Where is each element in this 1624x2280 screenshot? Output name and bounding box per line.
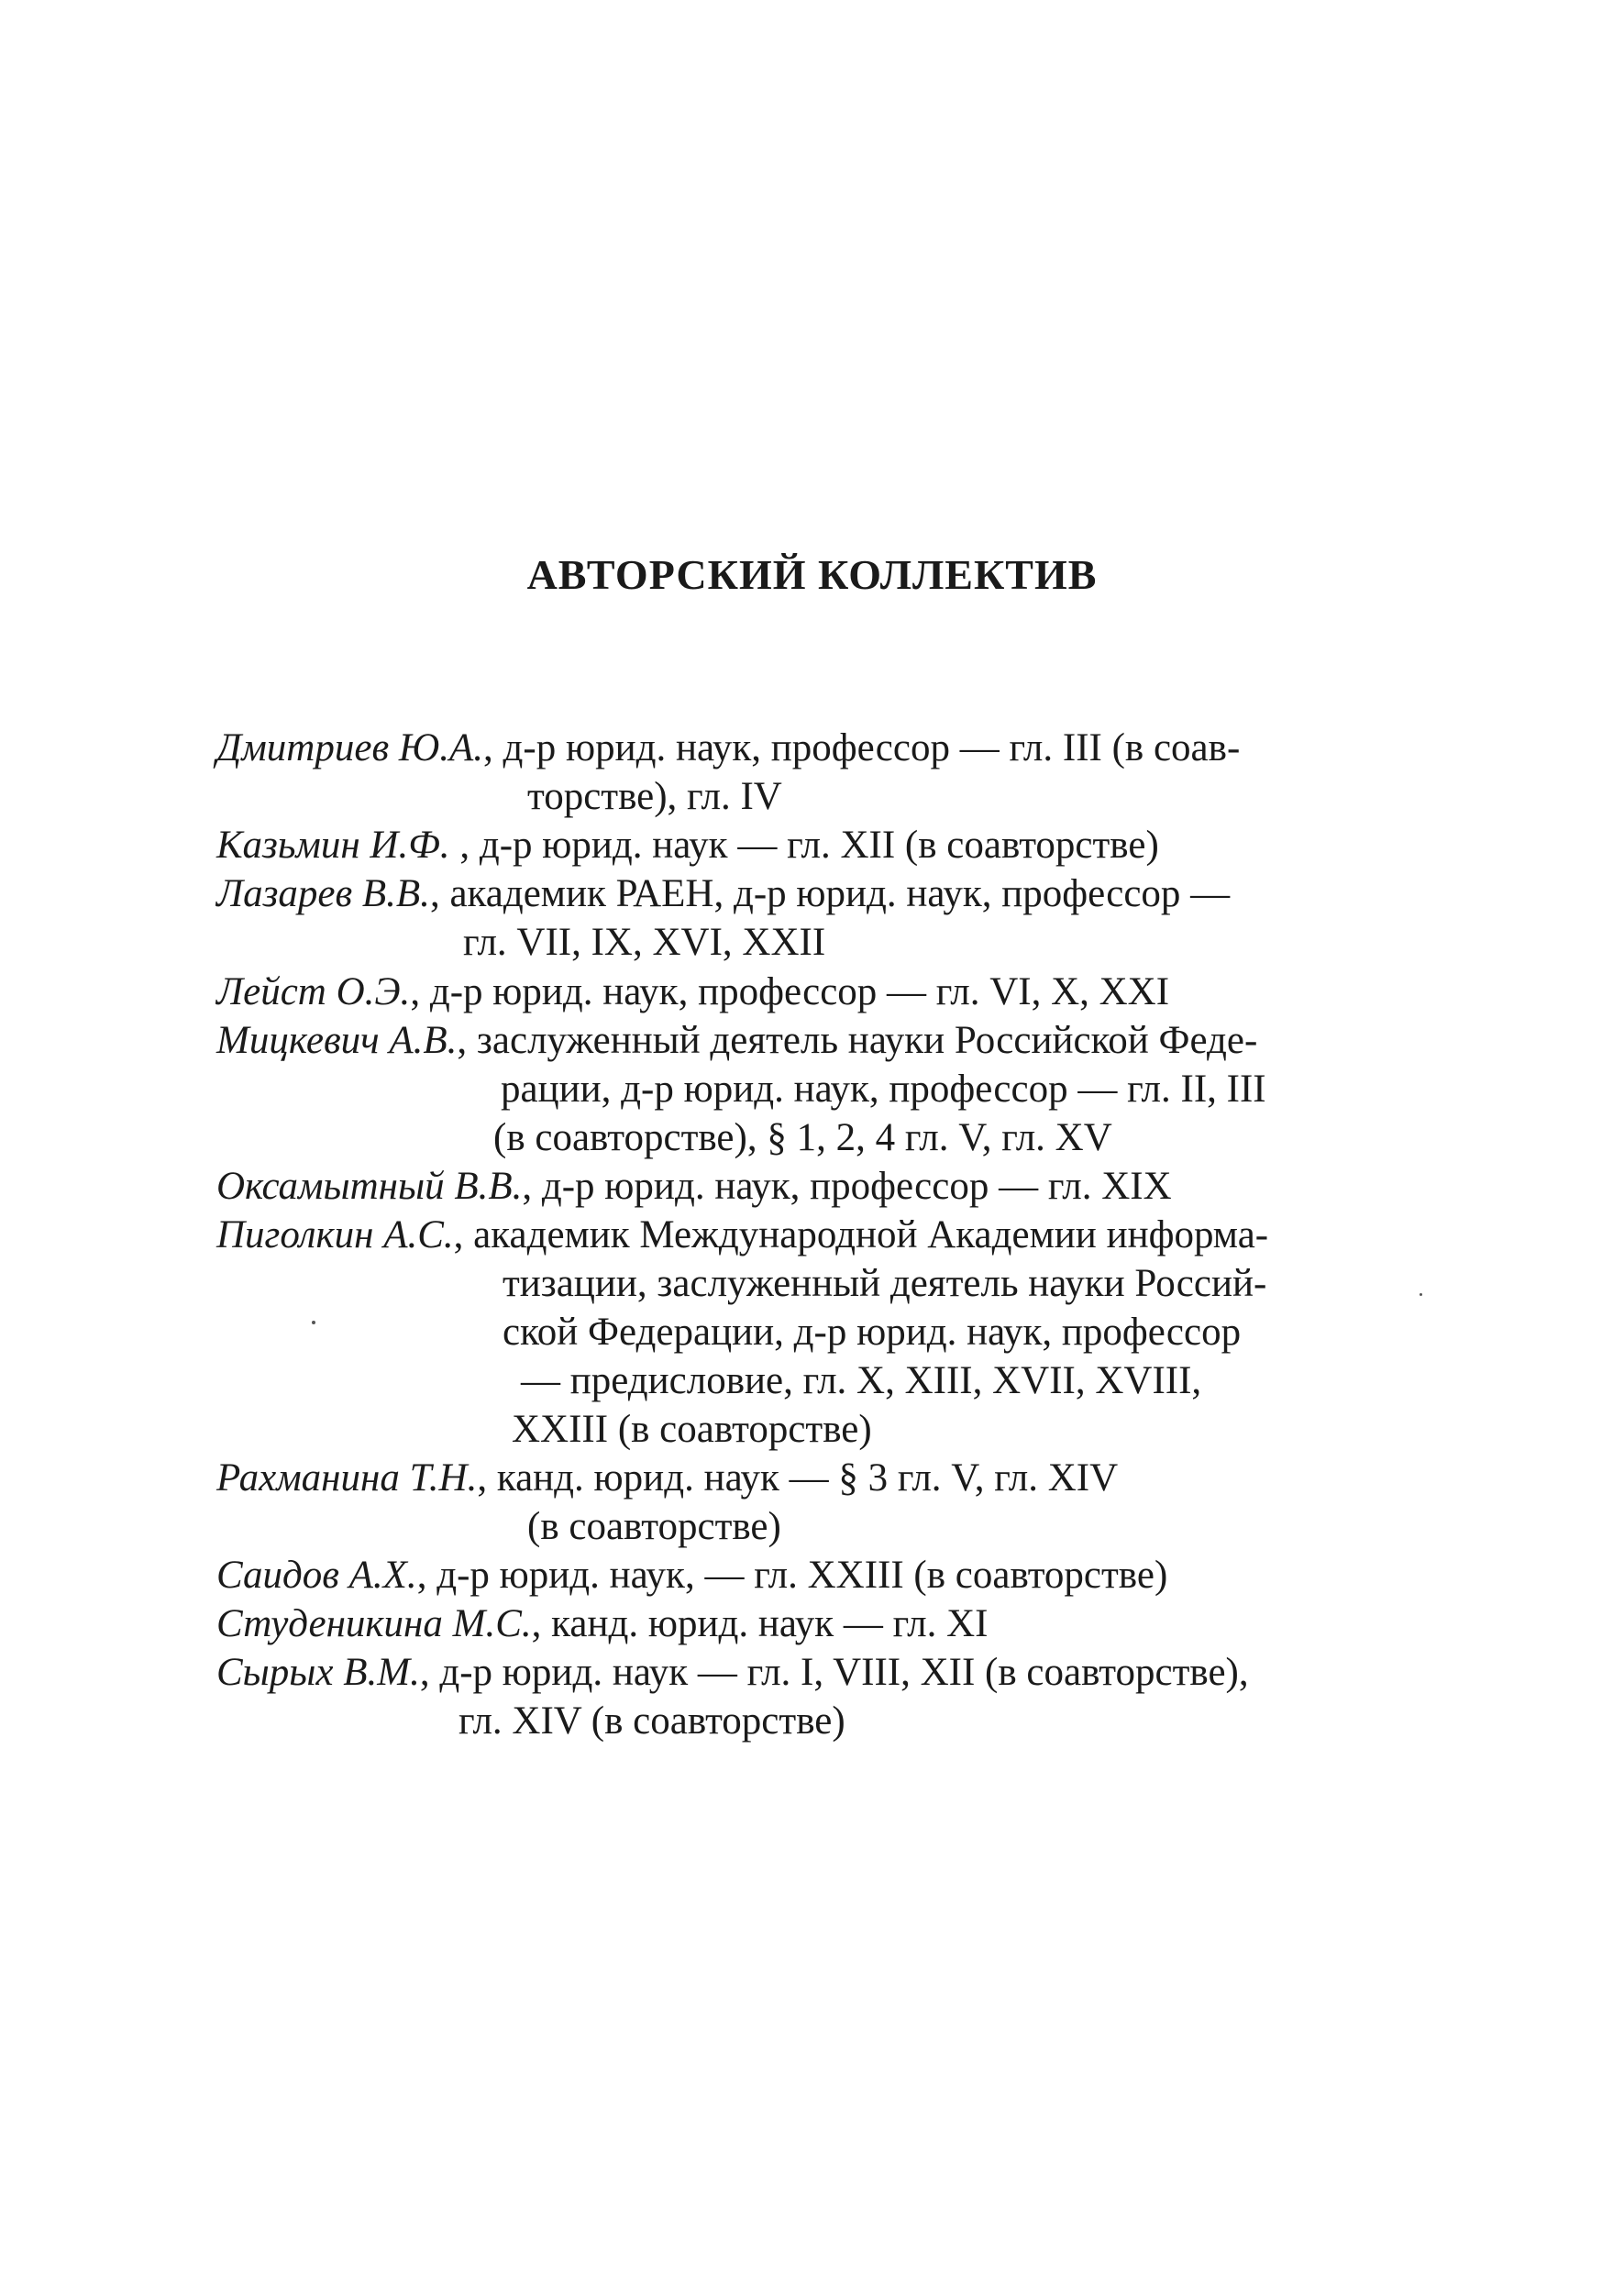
- author-name: Лазарев В.В.: [216, 872, 430, 915]
- author-description: , заслуженный деятель науки Российской Феде-: [457, 1019, 1258, 1062]
- author-name: Пиголкин А.С.: [216, 1213, 454, 1256]
- author-name: Дмитриев Ю.А.: [216, 726, 484, 769]
- author-continuation-line: гл. XIV (в соавторстве): [458, 1699, 845, 1743]
- author-entry-line: [216, 1163, 1172, 1211]
- author-continuation-line: гл. VII, IX, XVI, XXII: [463, 921, 826, 964]
- author-entry-line: [216, 1455, 1118, 1502]
- author-name: Мицкевич А.В.: [216, 1019, 458, 1062]
- author-continuation-line: ской Федерации, д-р юрид. наук, профессор: [503, 1311, 1242, 1354]
- author-description: , д-р юрид. наук, профессор — гл. III (в соав-: [483, 726, 1241, 769]
- author-description: , канд. юрид. наук — гл. XI: [531, 1602, 989, 1645]
- author-entry-line: [216, 1212, 1268, 1259]
- author-name: Саидов А.Х.: [216, 1554, 417, 1597]
- author-description: , академик Международной Академии информа-: [453, 1213, 1269, 1256]
- author-description: , канд. юрид. наук — § 3 гл. V, гл. XIV: [477, 1456, 1119, 1500]
- author-name: Оксамытный В.В.: [216, 1165, 523, 1208]
- author-continuation-line: торстве), гл. IV: [527, 775, 782, 818]
- author-name: Казьмин И.Ф.: [216, 824, 450, 867]
- page-title: АВТОРСКИЙ КОЛЛЕКТИВ: [526, 551, 1098, 598]
- author-entry-line: [216, 1017, 1257, 1065]
- author-continuation-line: рации, д-р юрид. наук, профессор — гл. II, III: [501, 1068, 1266, 1111]
- author-continuation-line: (в соавторстве), § 1, 2, 4 гл. V, гл. XV: [493, 1116, 1112, 1159]
- author-entry-line: [216, 968, 1169, 1016]
- author-entry-line: [216, 1649, 1249, 1697]
- author-entry-line: [216, 822, 1159, 869]
- author-continuation-line: — предисловие, гл. X, XIII, XVII, XVIII,: [521, 1359, 1202, 1402]
- author-entry-line: [216, 725, 1240, 772]
- author-name: Сырых В.М.: [216, 1651, 420, 1694]
- author-continuation-line: XXIII (в соавторстве): [512, 1408, 872, 1451]
- author-entry-line: [216, 870, 1230, 918]
- author-description: , д-р юрид. наук — гл. XII (в соавторстве): [449, 824, 1159, 867]
- author-description: , д-р юрид. наук, профессор — гл. XIX: [522, 1165, 1172, 1208]
- author-entry-line: [216, 1600, 988, 1648]
- scan-speck: [312, 1321, 315, 1324]
- author-description: , академик РАЕН, д-р юрид. наук, профессор —: [429, 872, 1231, 915]
- author-entry-line: [216, 1552, 1167, 1599]
- author-continuation-line: (в соавторстве): [527, 1505, 781, 1548]
- author-continuation-line: тизации, заслуженный деятель науки Россий-: [503, 1262, 1267, 1305]
- scan-speck: [1420, 1293, 1422, 1296]
- author-name: Студеникина М.С.: [216, 1602, 532, 1645]
- author-name: Лейст О.Э.: [216, 970, 411, 1013]
- author-description: , д-р юрид. наук — гл. I, VIII, XII (в соавторстве),: [419, 1651, 1249, 1694]
- author-description: , д-р юрид. наук, — гл. XXIII (в соавторстве): [416, 1554, 1168, 1597]
- author-name: Рахманина Т.Н.: [216, 1456, 478, 1500]
- author-description: , д-р юрид. наук, профессор — гл. VI, X, XXI: [410, 970, 1170, 1013]
